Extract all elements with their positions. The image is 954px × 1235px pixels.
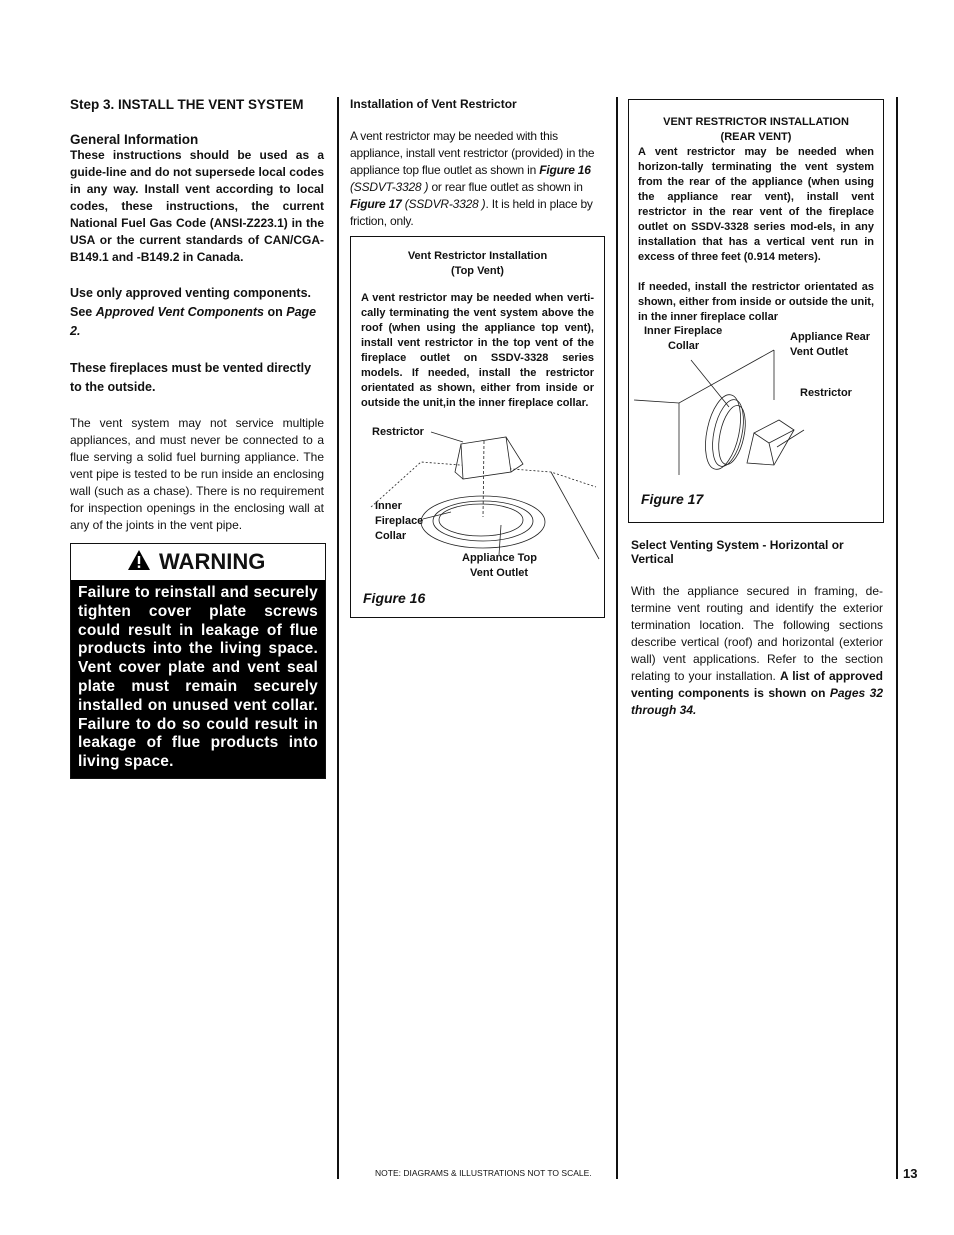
figure-17-label-inner-2: Collar bbox=[668, 340, 700, 352]
figure-17-title: VENT RESTRICTOR INSTALLATION bbox=[663, 116, 849, 128]
figure-17-label-outlet-2: Vent Outlet bbox=[790, 346, 849, 358]
pages-ref: Pages 32 through 34. bbox=[631, 686, 883, 717]
figure-16-label-inner-3: Collar bbox=[375, 530, 407, 542]
diagram-scale-note: NOTE: DIAGRAMS & ILLUSTRATIONS NOT TO SCALE. bbox=[375, 1168, 592, 1178]
figure-16-label-inner-2: Fireplace bbox=[375, 515, 424, 527]
venting-system-heading: Select Venting System - Horizontal or Vertical bbox=[631, 538, 844, 566]
approved-vent-components-ref: Approved Vent Components bbox=[95, 305, 265, 319]
figure-17-box bbox=[628, 99, 884, 523]
general-information-text: These instructions should be used as a guide-line and do not supersede local codes in any way. Install vent according to local codes, these instructions, the current National Fuel Gas Code (ANSI-Z223.1) in the USA or the current standards of CAN/CGA-B149.1 and -B149.2 in Canada. bbox=[70, 148, 324, 264]
figure-17-label-inner-1: Inner Fireplace bbox=[644, 325, 723, 337]
general-information-heading: General Information bbox=[70, 132, 199, 147]
figure-17-text-1: A vent restrictor may be needed when horizon-tally terminating the vent system from the rear of the appliance (when using the appliance rear vent), install vent restrictor in the rear vent of the fireplace outlet on SSDV-3328 series mod-els, in any installation that has a vertical vent run in excess of three feet (0.914 meters). bbox=[638, 146, 874, 263]
figure-16-caption: Figure 16 bbox=[363, 590, 426, 606]
warning-title: WARNING bbox=[159, 549, 266, 574]
warning-header bbox=[71, 544, 325, 580]
figure-16-label-inner-1: Inner bbox=[375, 500, 402, 512]
column-3 bbox=[631, 538, 883, 719]
figure-17-label-restrictor: Restrictor bbox=[800, 387, 852, 399]
figure-16-text: A vent restrictor may be needed when verti-cally terminating the vent system above the roof (when using the appliance top vent), install vent restrictor in the top vent of the fireplace outlet on SSDV-3328 series models. If needed, install the restrictor orientated as shown, either from inside or outside the unit,in the inner fireplace collar. bbox=[361, 292, 594, 409]
step-title: Step 3. INSTALL THE VENT SYSTEM bbox=[70, 97, 304, 112]
column-divider-outer bbox=[896, 97, 898, 1179]
figure-17-text-2: If needed, install the restrictor orientated as shown, either from inside or outside the unit, in the inner fireplace collar bbox=[638, 281, 874, 323]
figure-17-subtitle: (REAR VENT) bbox=[720, 131, 792, 143]
vent-restrictor-heading: Installation of Vent Restrictor bbox=[350, 97, 517, 111]
column-divider-left bbox=[337, 97, 339, 1179]
figure-17-caption: Figure 17 bbox=[641, 491, 704, 507]
figure-16-box bbox=[350, 236, 605, 618]
vent-system-text: The vent system may not service multiple appliances, and must never be connected to a flue serving a solid fuel burning appliance. The vent pipe is tested to be run inside an enclosing wall (such as a chase). There is no requirement for inspection openings in the enclosing wall at any of the joints in the vent pipe. bbox=[70, 416, 324, 532]
figure-16-label-restrictor: Restrictor bbox=[372, 426, 424, 438]
vent-direct-note: These fireplaces must be vented directly to the outside. bbox=[70, 361, 312, 394]
figure-16-subtitle: (Top Vent) bbox=[451, 265, 504, 277]
figure-17-ref: Figure 17 bbox=[350, 197, 402, 211]
figure-17-label-outlet-1: Appliance Rear bbox=[790, 331, 871, 343]
page-number: 13 bbox=[903, 1166, 918, 1181]
column-divider-right bbox=[616, 97, 618, 1179]
column-2 bbox=[350, 97, 603, 230]
warning-triangle-icon bbox=[127, 549, 151, 576]
figure-16-label-outlet-1: Appliance Top bbox=[462, 552, 537, 564]
warning-box bbox=[70, 543, 326, 779]
page-ref: Page 2. bbox=[70, 305, 317, 338]
column-1 bbox=[70, 97, 324, 534]
venting-system-text: With the appliance secured in framing, de-termine vent routing and identify the exterior termination location. The following sections describe vertical (roof) and horizontal (exterior wall) vent applications. Refer to the section relating to your installation. A list of approved venting components is shown on Pages 32 through 34. bbox=[631, 584, 883, 717]
figure-16-label-outlet-2: Vent Outlet bbox=[470, 567, 529, 579]
warning-text: Failure to reinstall and securely tighten cover plate screws could result in leakage of flue products into the living space. Vent cover plate and vent seal plate must remain securely installed on unused vent collar. Failure to do so could result in leakage of flue products into living space. bbox=[71, 580, 325, 778]
figure-16-ref: Figure 16 bbox=[539, 163, 591, 177]
figure-16-title: Vent Restrictor Installation bbox=[407, 250, 548, 262]
vent-restrictor-text: A vent restrictor may be needed with this appliance, install vent restrictor (provided) in the appliance top flue outlet as shown in Figure 16 (SSDVT-3328 ) or rear flue outlet as shown in Figure 17 (SSDVR-3328 ). It is held in place by friction, only. bbox=[350, 129, 595, 228]
approved-components-note: Use only approved venting components. See Approved Vent Components on Page 2. bbox=[70, 286, 317, 338]
